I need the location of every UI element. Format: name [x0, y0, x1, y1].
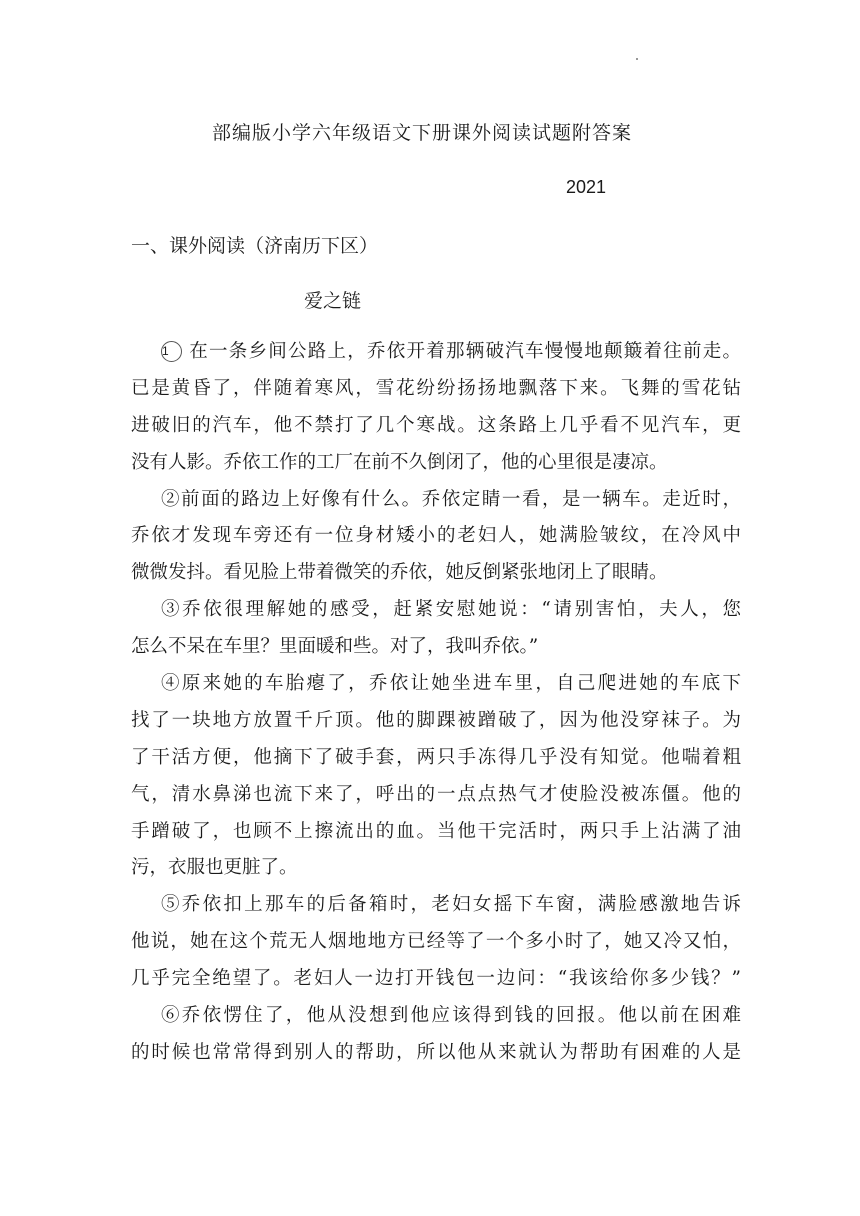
passage-line: ⑤乔依扣上那车的后备箱时，老妇女摇下车窗，满脸感激地告诉 — [161, 894, 741, 916]
passage-line: ③乔依很理解她的感受，赶紧安慰她说：“请别害怕，夫人，您 — [161, 599, 741, 621]
passage-line: 了干活方便，他摘下了破手套，两只手冻得几乎没有知觉。他喘着粗 — [131, 746, 741, 768]
passage-line: 没有人影。乔依工作的工厂在前不久倒闭了，他的心里很是凄凉。 — [131, 451, 668, 473]
passage-line: ④原来她的车胎瘪了，乔依让她坐进车里，自己爬进她的车底下 — [161, 673, 741, 695]
passage-line: 气，清水鼻涕也流下来了，呼出的一点点热气才使脸没被冻僵。他的 — [131, 783, 741, 805]
passage-line: ⑥乔依愣住了，他从没想到他应该得到钱的回报。他以前在困难 — [161, 1005, 741, 1027]
passage-line: 微微发抖。看见脸上带着微笑的乔依，她反倒紧张地闭上了眼睛。 — [131, 562, 668, 584]
passage-line: 污，衣服也更脏了。 — [131, 857, 298, 879]
passage-line: 找了一块地方放置千斤顶。他的脚踝被蹭破了，因为他没穿袜子。为 — [131, 709, 741, 731]
passage-line: 怎么不呆在车里？里面暖和些。对了，我叫乔依。” — [131, 636, 539, 658]
passage-line: 他说，她在这个荒无人烟地地方已经等了一个多小时了，她又冷又怕， — [131, 931, 741, 953]
passage-line: 1 在一条乡间公路上，乔依开着那辆破汽车慢慢地颠簸着往前走。 — [162, 341, 741, 362]
document-year: 2021 — [566, 177, 607, 197]
passage-line: 进破旧的汽车，他不禁打了几个寒战。这条路上几乎看不见汽车，更 — [131, 414, 741, 436]
document-title: 部编版小学六年级语文下册课外阅读试题附答案 — [212, 122, 633, 144]
passage-line: 手蹭破了，也顾不上擦流出的血。当他干完活时，两只手上沾满了油 — [131, 820, 741, 842]
passage-line: 几乎完全绝望了。老妇人一边打开钱包一边问：“我该给你多少钱？” — [131, 968, 741, 990]
paragraph-number-marker: 1 — [161, 341, 182, 362]
passage-line: 乔依才发现车旁还有一位身材矮小的老妇人，她满脸皱纹，在冷风中 — [131, 525, 741, 547]
speck-mark — [636, 58, 638, 60]
passage-line: 的时候也常常得到别人的帮助，所以他从来就认为帮助有困难的人是 — [131, 1041, 741, 1063]
passage-line: ②前面的路边上好像有什么。乔依定睛一看，是一辆车。走近时， — [161, 488, 741, 510]
passage-title: 爱之链 — [304, 290, 362, 312]
passage-body — [131, 334, 741, 1072]
section-heading: 一、课外阅读（济南历下区） — [131, 235, 379, 257]
passage-line: 已是黄昏了，伴随着寒风，雪花纷纷扬扬地飘落下来。飞舞的雪花钻 — [131, 377, 741, 399]
